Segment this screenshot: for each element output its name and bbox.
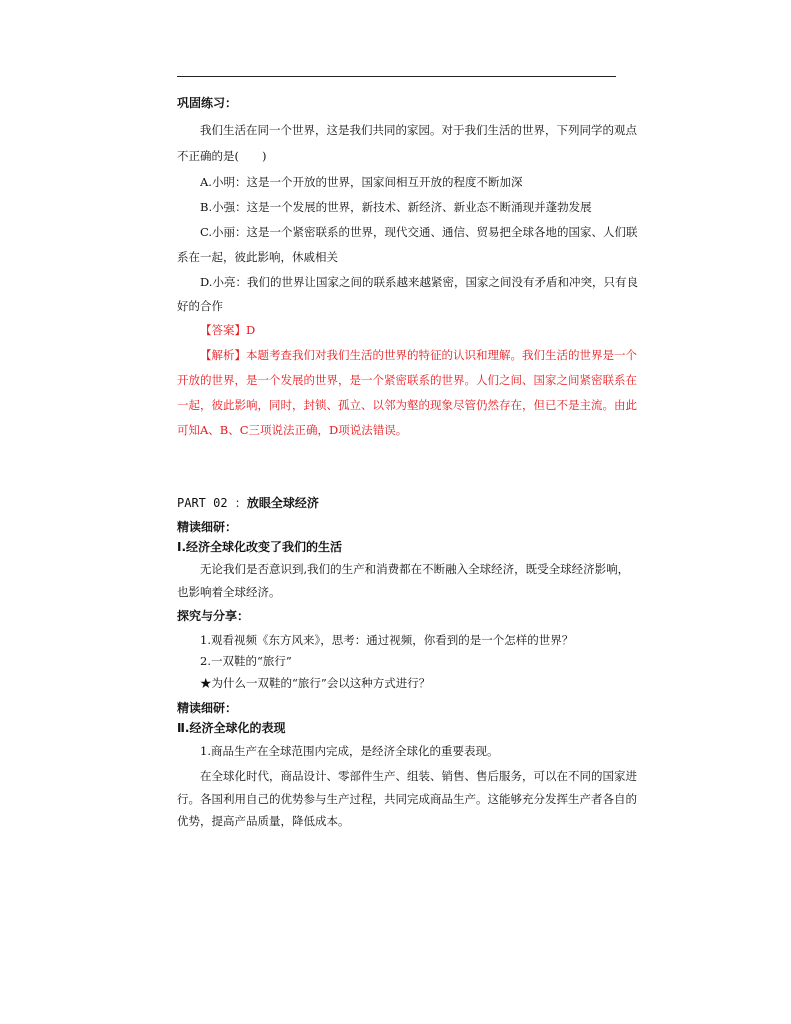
- option-c-line-2: 系在一起，彼此影响，休戚相关: [177, 250, 338, 264]
- option-d-line-2: 好的合作: [177, 299, 223, 313]
- part-title: 放眼全球经济: [246, 496, 319, 510]
- study2-line-1: 在全球化时代，商品设计、零部件生产、组装、销售、售后服务，可以在不同的国家进: [200, 769, 637, 783]
- analysis-line-1: 【解析】本题考查我们对我们生活的世界的特征的认识和理解。我们生活的世界是一个: [200, 348, 637, 362]
- analysis-line-2: 开放的世界，是一个发展的世界，是一个紧密联系的世界。人们之间、国家之间紧密联系在: [177, 373, 637, 387]
- question-line-1: 我们生活在同一个世界，这是我们共同的家园。对于我们生活的世界，下列同学的观点: [200, 123, 637, 137]
- answer-text: 【答案】D: [200, 323, 256, 337]
- exercise-heading: 巩固练习：: [177, 96, 238, 110]
- option-b: B.小强：这是一个发展的世界，新技术、新经济、新业态不断涌现并蓬勃发展: [200, 200, 592, 214]
- study-heading-1: 精读细研：: [177, 520, 238, 534]
- option-d-line-1: D.小亮：我们的世界让国家之间的联系越来越紧密，国家之间没有矛盾和冲突，只有良: [200, 275, 638, 289]
- study-subheading-2: Ⅱ.经济全球化的表现: [177, 721, 286, 735]
- study1-line-1: 无论我们是否意识到,我们的生产和消费都在不断融入全球经济，既受全球经济影响，: [200, 562, 630, 576]
- study1-line-2: 也影响着全球经济。: [177, 585, 281, 599]
- explore-heading: 探究与分享：: [177, 609, 250, 623]
- part-heading: [177, 497, 319, 509]
- study-subheading-1: Ⅰ.经济全球化改变了我们的生活: [177, 540, 343, 554]
- explore-item-3: ★为什么一双鞋的“旅行”会以这种方式进行？: [200, 676, 431, 690]
- question-line-2: 不正确的是( ): [177, 149, 267, 163]
- explore-item-1: 1.观看视频《东方风来》，思考：通过视频，你看到的是一个怎样的世界？: [200, 633, 574, 647]
- study2-line-2: 行。各国利用自己的优势参与生产过程，共同完成商品生产。这能够充分发挥生产者各自的: [177, 792, 637, 806]
- option-a: A.小明：这是一个开放的世界，国家间相互开放的程度不断加深: [200, 175, 523, 189]
- explore-item-2: 2.一双鞋的“旅行”: [200, 654, 292, 668]
- analysis-line-3: 一起，彼此影响，同时，封锁、孤立、以邻为壑的现象尽管仍然存在，但已不是主流。由此: [177, 398, 637, 412]
- option-c-line-1: C.小丽：这是一个紧密联系的世界，现代交通、通信、贸易把全球各地的国家、人们联: [200, 225, 638, 239]
- analysis-line-4: 可知A、B、C三项说法正确，D项说法错误。: [177, 423, 408, 437]
- part-label: PART 02 ：: [177, 496, 247, 510]
- study2-point: 1.商品生产在全球范围内完成，是经济全球化的重要表现。: [200, 744, 499, 758]
- header-rule: [177, 76, 616, 77]
- study-heading-2: 精读细研：: [177, 701, 238, 715]
- study2-line-3: 优势，提高产品质量，降低成本。: [177, 814, 350, 828]
